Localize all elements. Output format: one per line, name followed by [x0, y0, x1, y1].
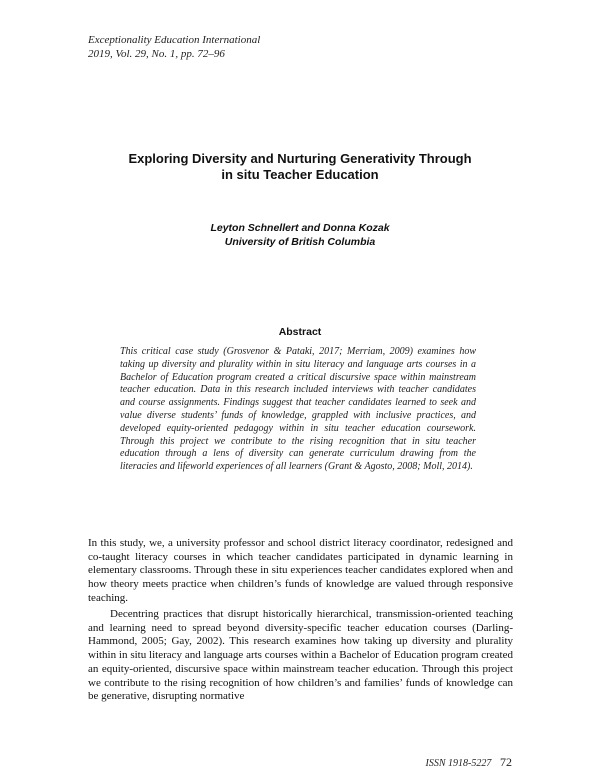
affiliation: University of British Columbia [224, 236, 376, 248]
abstract-text: This critical case study (Grosvenor & Pataki, 2017; Merriam, 2009) examines how taking up diversity and plurality within in situ literacy and language arts courses in a Bachelor of Education program created a critical discursive space within mainstream teacher education. Data in this research included interviews with teacher candidates and course assignments. Findings suggest that teacher candidates learned to seek and value diverse students’ funds of knowledge, grappled with inclusive practices, and developed equity-oriented pedagogy within in situ teacher education coursework. Through this project we contribute to the rising recognition that in situ teacher education through a lens of diversity can generate curriculum drawing from the literacies and lifeworld experiences of all learners (Grant & Agosto, 2008; Moll, 2014). [120, 346, 476, 473]
authors: Leyton Schnellert and Donna Kozak [210, 222, 390, 234]
page-footer [426, 755, 512, 770]
author-block [60, 221, 540, 249]
journal-name: Exceptionality Education International [88, 34, 261, 46]
body-paragraph-2: Decentring practices that disrupt historically hierarchical, transmission-oriented teaching and learning need to spread beyond diversity-specific teacher education courses (Darling-Hammond, 2005; Gay, 2002). This research examines how taking up diversity and plurality within in situ literacy and language arts courses within a Bachelor of Education program created an equity-oriented, discursive space within mainstream teacher education. Through this project we contribute to the rising recognition of how children’s and families’ funds of knowledge can be generative, disrupting normative [88, 608, 513, 703]
issn: ISSN 1918-5227 [425, 758, 492, 769]
page-number: 72 [500, 755, 512, 769]
title-line-1: Exploring Diversity and Nurturing Generativity Through [128, 151, 472, 166]
title-line-2: in situ Teacher Education [221, 167, 379, 182]
body-paragraph-1: In this study, we, a university professor and school district literacy coordinator, redesigned and co-taught literacy courses in which teacher candidates participated in dynamic learning in elementary classrooms. Through these in situ experiences teacher candidates explored when and how theory meets practice when children’s funds of knowledge are valued through responsive teaching. [88, 537, 513, 604]
journal-citation: 2019, Vol. 29, No. 1, pp. 72–96 [88, 48, 225, 60]
journal-header [88, 33, 260, 61]
article-title [60, 151, 540, 183]
abstract-heading: Abstract [278, 326, 322, 338]
